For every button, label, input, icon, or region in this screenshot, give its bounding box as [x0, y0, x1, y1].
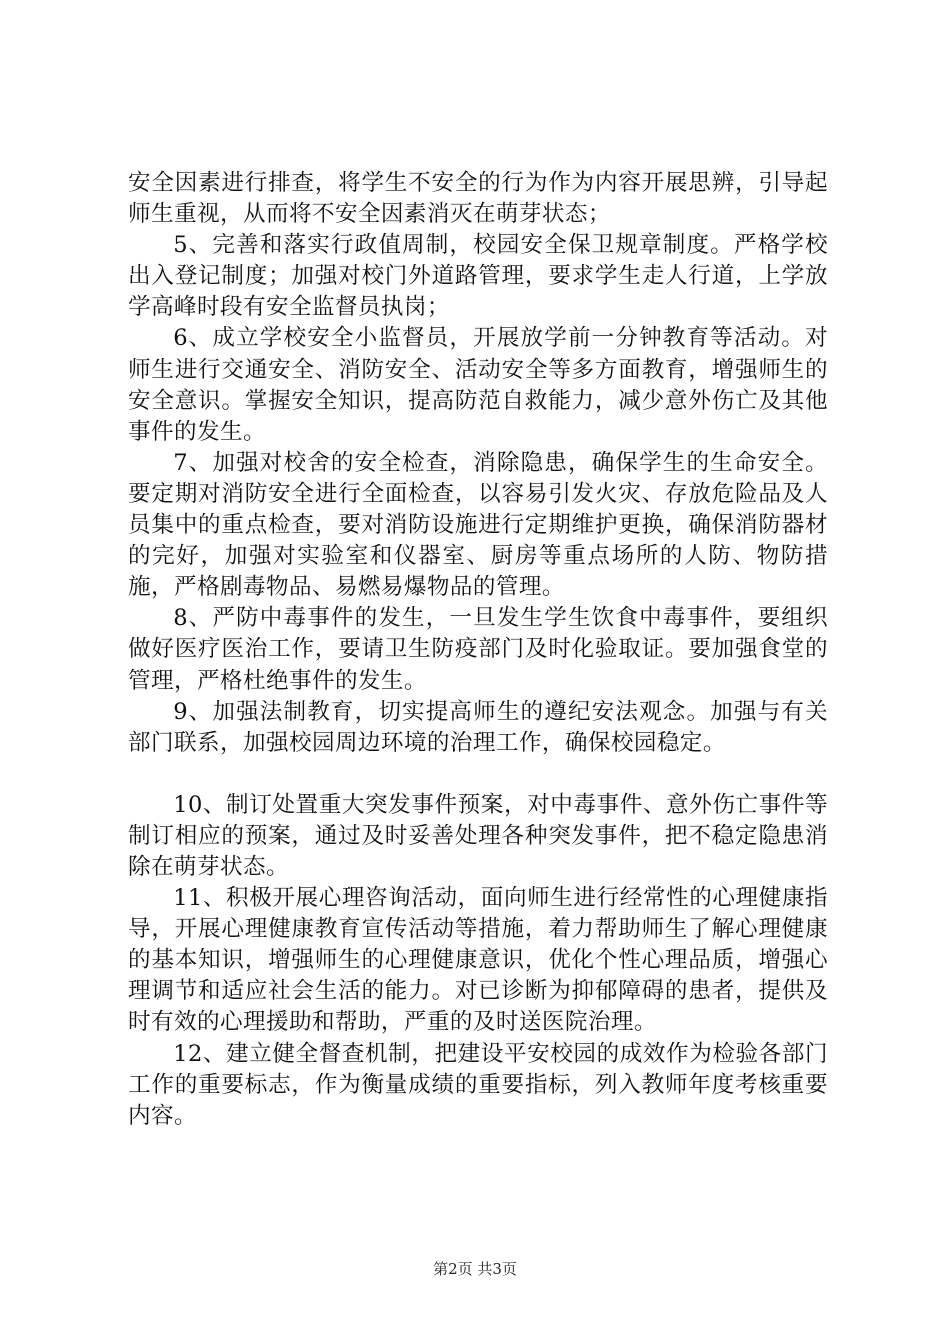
page-number: 第2页 共3页: [433, 1260, 517, 1278]
paragraph-item-5: 5、完善和落实行政值周制，校园安全保卫规章制度。严格学校出入登记制度；加强对校门外道路管理，要求学生走人行道，上学放学高峰时段有安全监督员执岗；: [128, 232, 828, 321]
paragraph-item-11: 11、积极开展心理咨询活动，面向师生进行经常性的心理健康指导，开展心理健康教育宣传活动等措施，着力帮助师生了解心理健康的基本知识，增强师生的心理健康意识，优化个性心理品质，增强心理调节和适应社会生活的能力。对已诊断为抑郁障碍的患者，提供及时有效的心理援助和帮助，严重的及时送医院治理。: [128, 885, 828, 1036]
paragraph-item-8: 8、严防中毒事件的发生，一旦发生学生饮食中毒事件，要组织做好医疗医治工作，要请卫生防疫部门及时化验取证。要加强食堂的管理，严格杜绝事件的发生。: [128, 605, 828, 694]
paragraph-item-6: 6、成立学校安全小监督员，开展放学前一分钟教育等活动。对师生进行交通安全、消防安全、活动安全等多方面教育，增强师生的安全意识。掌握安全知识，提高防范自救能力，减少意外伤亡及其他事件的发生。: [128, 325, 828, 445]
paragraph-item-10: 10、制订处置重大突发事件预案，对中毒事件、意外伤亡事件等制订相应的预案，通过及时妥善处理各种突发事件，把不稳定隐患消除在萌芽状态。: [128, 791, 828, 880]
document-body: [128, 168, 828, 1132]
paragraph-item-7: 7、加强对校舍的安全检查，消除隐患，确保学生的生命安全。要定期对消防安全进行全面检查，以容易引发火灾、存放危险品及人员集中的重点检查，要对消防设施进行定期维护更换，确保消防器材的完好，加强对实验室和仪器室、厨房等重点场所的人防、物防措施，严格剧毒物品、易燃易爆物品的管理。: [128, 449, 828, 601]
paragraph-item-9: 9、加强法制教育，切实提高师生的遵纪安法观念。加强与有关部门联系，加强校园周边环境的治理工作，确保校园稳定。: [128, 698, 828, 756]
paragraph-item-12: 12、建立健全督查机制，把建设平安校园的成效作为检验各部门工作的重要标志，作为衡量成绩的重要指标，列入教师年度考核重要内容。: [128, 1040, 828, 1129]
paragraph-continuation: 安全因素进行排查，将学生不安全的行为作为内容开展思辨，引导起师生重视，从而将不安全因素消灭在萌芽状态；: [128, 170, 828, 228]
page-footer: [0, 1258, 950, 1279]
